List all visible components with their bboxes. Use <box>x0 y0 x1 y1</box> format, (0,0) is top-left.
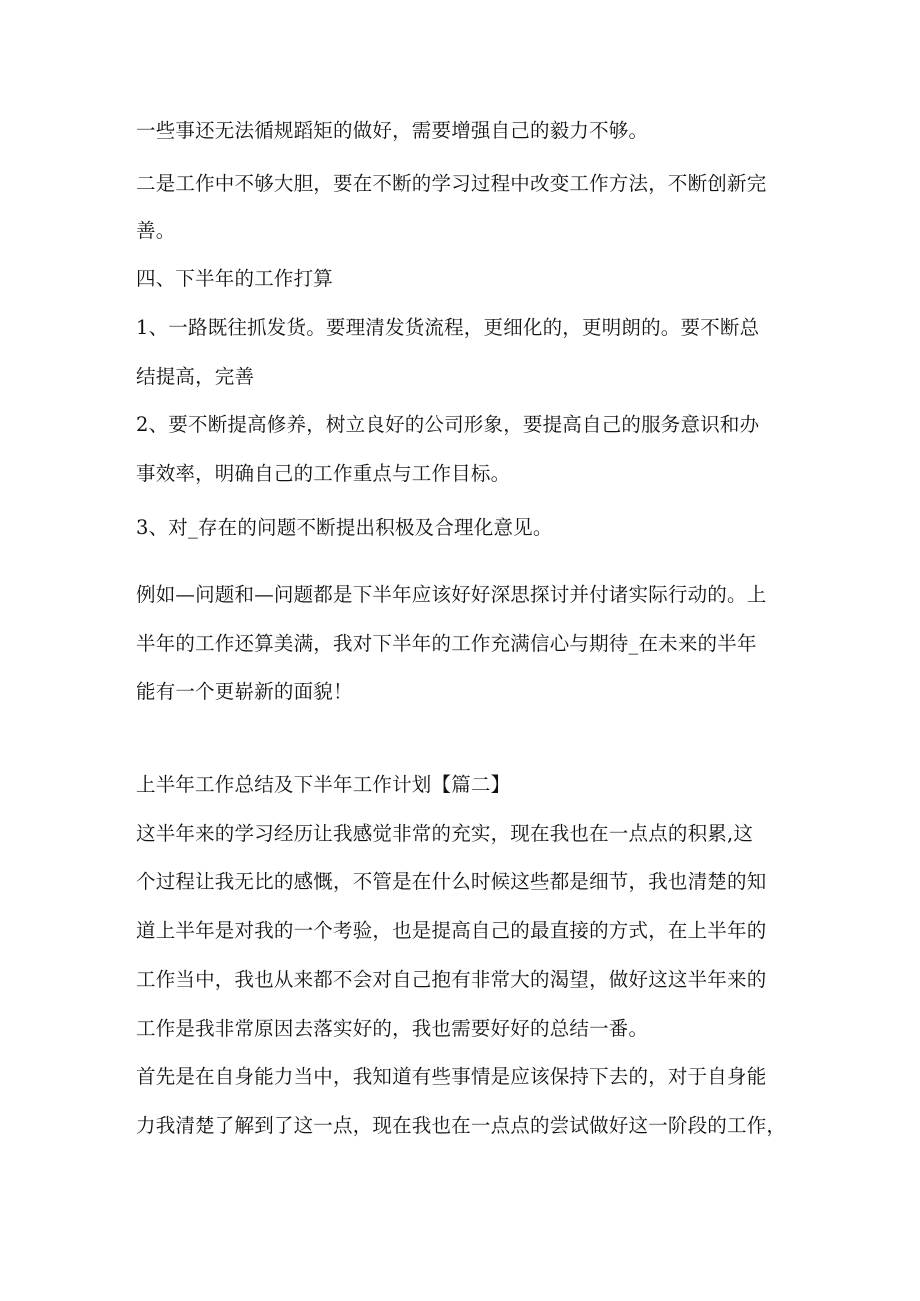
text-line: 这半年来的学习经历让我感觉非常的充实，现在我也在一点点的积累,这 <box>136 822 754 845</box>
text-line: 力我清楚了解到了这一点，现在我也在一点点的尝试做好这一阶段的工作， <box>136 1114 787 1137</box>
text-line: 道上半年是对我的一个考验，也是提高自己的最直接的方式，在上半年的 <box>136 919 767 942</box>
text-line: 3、对_存在的问题不断提出积极及合理化意见。 <box>136 516 553 539</box>
text-line: 工作当中，我也从来都不会对自己抱有非常大的渴望，做好这这半年来的 <box>136 968 767 991</box>
text-line: 结提高，完善 <box>136 365 255 388</box>
text-line: 一些事还无法循规蹈矩的做好，需要增强自己的毅力不够。 <box>136 119 649 142</box>
section-heading: 四、下半年的工作打算 <box>136 267 334 290</box>
text-line: 首先是在自身能力当中，我知道有些事情是应该保持下去的，对于自身能 <box>136 1065 767 1088</box>
text-line: 个过程让我无比的感慨，不管是在什么时候这些都是细节，我也清楚的知 <box>136 870 767 893</box>
text-line: 半年的工作还算美满，我对下半年的工作充满信心与期待_在未来的半年 <box>136 632 757 655</box>
text-line: 工作是我非常原因去落实好的，我也需要好好的总结一番。 <box>136 1017 649 1040</box>
section-title: 上半年工作总结及下半年工作计划【篇二】 <box>136 773 511 796</box>
text-line: 2、要不断提高修养，树立良好的公司形象，要提高自己的服务意识和办 <box>136 413 760 436</box>
text-line: 1、一路既往抓发货。要理清发货流程，更细化的，更明朗的。要不断总 <box>136 316 760 339</box>
text-line: 例如—问题和—问题都是下半年应该好好深思探讨并付诸实际行动的。上 <box>136 583 767 606</box>
text-line: 二是工作中不够大胆，要在不断的学习过程中改变工作方法，不断创新完 <box>136 172 767 195</box>
text-line: 事效率，明确自己的工作重点与工作目标。 <box>136 462 511 485</box>
text-line: 善。 <box>136 219 176 242</box>
text-line: 能有一个更崭新的面貌！ <box>136 680 353 703</box>
